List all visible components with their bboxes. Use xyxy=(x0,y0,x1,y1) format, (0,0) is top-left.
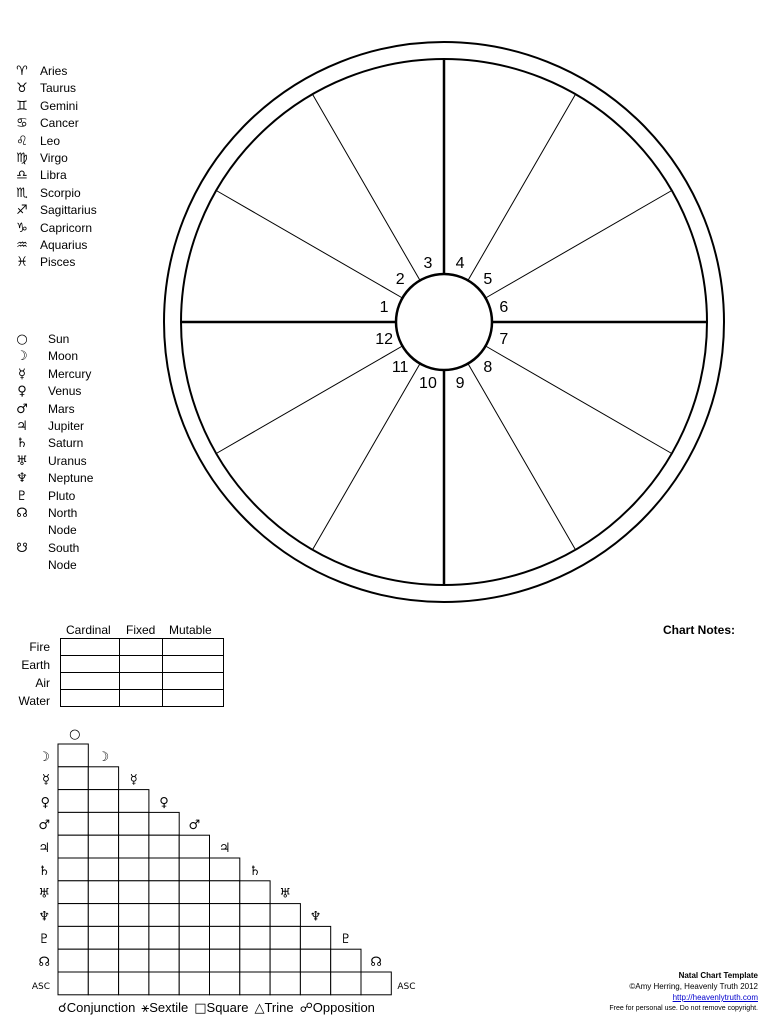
gemini-icon: ♊︎ xyxy=(16,98,28,114)
aspect-cell[interactable] xyxy=(179,972,209,995)
aspect-cell[interactable] xyxy=(88,790,118,813)
libra-icon: ♎︎ xyxy=(16,168,28,184)
sign-label: Sagittarius xyxy=(40,203,97,218)
aspect-cell[interactable] xyxy=(58,881,88,904)
aspect-cell[interactable] xyxy=(119,858,149,881)
aspect-cell[interactable] xyxy=(88,767,118,790)
elements-row-earth: Earth xyxy=(21,658,50,672)
elements-table xyxy=(60,638,224,707)
elements-header-fixed: Fixed xyxy=(126,623,156,637)
trine-icon: △ xyxy=(254,1001,265,1016)
cusp-line xyxy=(486,191,672,299)
neptune-icon: ♆︎ xyxy=(16,471,28,487)
sign-label: Leo xyxy=(40,133,61,148)
aspect-key-sextile xyxy=(141,1000,188,1015)
aspect-key-opposition xyxy=(300,1000,375,1015)
aspect-diagonal-label: ☿ xyxy=(129,772,138,788)
aspect-row-label: ☿ xyxy=(42,772,50,788)
house-number: 12 xyxy=(375,331,394,349)
elements-header-cardinal: Cardinal xyxy=(66,623,111,637)
aspect-cell[interactable] xyxy=(210,949,240,972)
house-number: 7 xyxy=(499,331,509,349)
house-number: 11 xyxy=(391,358,409,376)
footer-copyright: ©Amy Herring, Heavenly Truth 2012 xyxy=(629,982,758,991)
aspect-cell[interactable] xyxy=(58,904,88,927)
cusp-line xyxy=(468,364,576,550)
aspect-cell[interactable] xyxy=(58,835,88,858)
aspect-row-label: ♅ xyxy=(38,886,50,902)
center-circle xyxy=(396,274,492,370)
house-number: 5 xyxy=(483,271,493,289)
cusp-line xyxy=(216,191,402,299)
aspect-cell[interactable] xyxy=(119,949,149,972)
aspect-row-label: ♄ xyxy=(38,863,50,879)
aspect-cell[interactable] xyxy=(88,881,118,904)
sign-label: Gemini xyxy=(40,98,79,113)
aspect-cell[interactable] xyxy=(149,881,179,904)
aspect-cell[interactable] xyxy=(149,835,179,858)
aspect-cell[interactable] xyxy=(270,904,300,927)
pisces-icon: ♓︎ xyxy=(16,255,28,271)
aspect-cell[interactable] xyxy=(331,972,361,995)
elements-header-mutable: Mutable xyxy=(169,623,212,637)
aspect-cell[interactable] xyxy=(149,949,179,972)
sign-label: Aquarius xyxy=(40,238,88,252)
saturn-icon: ♄︎ xyxy=(16,436,28,452)
square-icon: □ xyxy=(194,1001,207,1016)
house-number: 9 xyxy=(455,374,465,392)
aspect-cell[interactable] xyxy=(270,949,300,972)
aspect-cell[interactable] xyxy=(88,926,118,949)
aspect-cell[interactable] xyxy=(240,881,270,904)
aspect-cell[interactable] xyxy=(179,881,209,904)
aspect-row-label: ☊ xyxy=(38,955,50,970)
aspect-diagonal-label: ☊ xyxy=(370,955,382,970)
elements-row-water: Water xyxy=(18,694,50,708)
aspect-cell[interactable] xyxy=(58,858,88,881)
aspect-cell[interactable] xyxy=(88,904,118,927)
sun-icon: ○ xyxy=(69,727,81,742)
elements-row-air: Air xyxy=(35,676,50,690)
sign-label: Virgo xyxy=(40,151,68,165)
aspect-cell[interactable] xyxy=(88,972,118,995)
aspect-cell[interactable] xyxy=(210,858,240,881)
opposition-icon: ☍ xyxy=(299,1001,313,1016)
aspect-diagonal-label: ♃ xyxy=(218,841,231,856)
cusp-line xyxy=(486,346,672,454)
aspect-key-label: Trine xyxy=(264,1000,294,1015)
planet-label: Saturn xyxy=(48,436,84,451)
capricorn-icon: ♑︎ xyxy=(16,220,28,236)
sign-label: Taurus xyxy=(40,81,77,96)
aspect-cell[interactable] xyxy=(210,972,240,995)
sign-label: Scorpio xyxy=(40,185,81,200)
aspect-cell[interactable] xyxy=(58,812,88,835)
aspect-cell[interactable] xyxy=(240,926,270,949)
aspect-cell[interactable] xyxy=(88,858,118,881)
aspect-cell[interactable] xyxy=(270,926,300,949)
aspect-key-trine xyxy=(254,1000,293,1015)
aries-icon: ♈︎ xyxy=(16,64,28,79)
aspect-grid xyxy=(0,720,440,1000)
sign-legend xyxy=(14,63,134,273)
aspect-diagonal-label: ♀ xyxy=(159,795,169,811)
planet-label: Jupiter xyxy=(48,419,85,433)
footer-notice: Free for personal use. Do not remove copyright. xyxy=(609,1005,758,1012)
cusp-line xyxy=(468,94,576,280)
aspect-diagonal-label: ♆ xyxy=(309,909,322,925)
aspect-key-label: Sextile xyxy=(149,1000,189,1015)
aspect-cell[interactable] xyxy=(149,972,179,995)
mercury-icon: ☿︎ xyxy=(18,366,26,382)
aspect-cell[interactable] xyxy=(149,904,179,927)
aspect-row-label: ♆ xyxy=(38,909,50,925)
planet-label: Sun xyxy=(48,332,70,346)
aspect-cell[interactable] xyxy=(88,835,118,858)
aspect-cell[interactable] xyxy=(119,904,149,927)
chart-wheel xyxy=(160,36,730,626)
aspect-cell[interactable] xyxy=(88,812,118,835)
leo-icon: ♌︎ xyxy=(16,133,28,149)
aspect-cell[interactable] xyxy=(361,972,391,995)
planet-legend xyxy=(14,331,134,576)
aspect-cell[interactable] xyxy=(88,949,118,972)
aspect-cell[interactable] xyxy=(119,835,149,858)
aspect-diagonal-label: ☽ xyxy=(97,749,110,765)
aspect-diagonal-label: ASC xyxy=(397,981,416,992)
scorpio-icon: ♏︎ xyxy=(16,185,28,201)
aspect-cell[interactable] xyxy=(179,835,209,858)
uranus-icon: ♅︎ xyxy=(16,453,28,469)
aspect-key-label: Opposition xyxy=(312,1000,375,1015)
aspect-cell[interactable] xyxy=(58,767,88,790)
mars-icon: ♂︎ xyxy=(16,401,28,417)
sign-label: Libra xyxy=(40,168,67,183)
sextile-icon: ⚹ xyxy=(141,1001,150,1016)
aspect-diagonal-label: ♇ xyxy=(340,932,352,948)
planet-label: North xyxy=(48,506,78,520)
aspect-cell[interactable] xyxy=(300,949,330,972)
aspect-diagonal-label: ♅ xyxy=(279,886,292,902)
aspect-cell[interactable] xyxy=(119,790,149,813)
aspect-cell[interactable] xyxy=(210,904,240,927)
planet-label: South xyxy=(48,541,80,555)
aspect-cell[interactable] xyxy=(119,926,149,949)
aspect-row-label: ASC xyxy=(31,981,50,992)
house-number: 10 xyxy=(419,374,437,392)
house-number: 1 xyxy=(379,298,389,316)
aspect-key-label: Square xyxy=(206,1000,249,1015)
aspect-row-label: ♃ xyxy=(38,841,50,856)
footer-link[interactable]: http://heavenlytruth.com xyxy=(672,993,758,1002)
aspect-cell[interactable] xyxy=(300,972,330,995)
aspect-cell[interactable] xyxy=(58,972,88,995)
planet-label-line2: Node xyxy=(48,558,77,572)
sign-label: Aries xyxy=(40,64,68,78)
planet-label: Uranus xyxy=(48,453,87,468)
aspect-row-label: ♇ xyxy=(38,932,50,948)
pluto-icon: ♇︎ xyxy=(16,488,28,504)
cusp-line xyxy=(313,94,421,280)
aspect-cell[interactable] xyxy=(119,881,149,904)
south-icon: ☋︎ xyxy=(16,541,28,556)
aspect-cell[interactable] xyxy=(210,926,240,949)
aspect-key-label: Conjunction xyxy=(66,1000,136,1015)
sun-icon: ○︎ xyxy=(16,332,28,347)
aspect-cell[interactable] xyxy=(149,858,179,881)
footer xyxy=(609,970,758,1014)
sign-label: Cancer xyxy=(40,116,79,131)
aspect-cell[interactable] xyxy=(58,744,88,767)
planet-label: Mercury xyxy=(48,366,92,381)
north-icon: ☊︎ xyxy=(16,506,28,521)
virgo-icon: ♍︎ xyxy=(16,151,28,166)
aspect-cell[interactable] xyxy=(179,858,209,881)
aspect-key-conjunction xyxy=(58,1000,135,1015)
aspect-cell[interactable] xyxy=(210,881,240,904)
aspect-cell[interactable] xyxy=(119,972,149,995)
sign-label: Pisces xyxy=(40,255,76,270)
aspect-cell[interactable] xyxy=(58,790,88,813)
house-number: 3 xyxy=(423,255,433,273)
elements-row-fire: Fire xyxy=(29,640,50,654)
cusp-line xyxy=(313,364,421,550)
planet-label: Pluto xyxy=(48,488,76,503)
aspect-diagonal-label: ♄ xyxy=(249,863,261,879)
jupiter-icon: ♃︎ xyxy=(16,419,28,434)
house-number: 8 xyxy=(483,358,493,376)
planet-label: Neptune xyxy=(48,471,94,486)
house-number: 2 xyxy=(395,271,405,289)
aspect-cell[interactable] xyxy=(179,926,209,949)
aspect-cell[interactable] xyxy=(58,949,88,972)
moon-icon: ☽︎ xyxy=(16,349,28,365)
planet-label: Mars xyxy=(48,401,75,416)
cusp-line xyxy=(216,346,402,454)
aspect-diagonal-label: ♂ xyxy=(188,818,201,834)
aspect-cell[interactable] xyxy=(270,972,300,995)
aspect-cell[interactable] xyxy=(331,949,361,972)
sign-label: Capricorn xyxy=(40,220,93,235)
aspect-cell[interactable] xyxy=(240,904,270,927)
aspect-cell[interactable] xyxy=(58,926,88,949)
aspect-cell[interactable] xyxy=(240,972,270,995)
cancer-icon: ♋︎ xyxy=(16,116,28,132)
conjunction-icon: ☌ xyxy=(58,1001,67,1016)
house-number: 6 xyxy=(499,298,509,316)
planet-label-line2: Node xyxy=(48,523,77,537)
aspect-row-label: ☽ xyxy=(38,749,50,765)
sagittarius-icon: ♐︎ xyxy=(16,203,28,219)
taurus-icon: ♉︎ xyxy=(16,81,28,97)
planet-label: Moon xyxy=(48,349,79,364)
venus-icon: ♀︎ xyxy=(17,384,27,400)
house-number: 4 xyxy=(455,255,465,273)
aspect-cell[interactable] xyxy=(179,949,209,972)
aspect-cell[interactable] xyxy=(300,926,330,949)
chart-notes-label: Chart Notes: xyxy=(663,623,736,637)
aspect-key-square xyxy=(194,1000,248,1015)
aspect-cell[interactable] xyxy=(179,904,209,927)
aspect-key xyxy=(58,1000,381,1016)
footer-title: Natal Chart Template xyxy=(678,971,758,980)
aspect-cell[interactable] xyxy=(149,926,179,949)
aspect-cell[interactable] xyxy=(149,812,179,835)
aspect-cell[interactable] xyxy=(119,812,149,835)
aquarius-icon: ♒︎ xyxy=(16,238,28,253)
aspect-row-label: ♂ xyxy=(38,818,50,834)
aspect-row-label: ♀ xyxy=(40,795,50,811)
aspect-cell[interactable] xyxy=(240,949,270,972)
planet-label: Venus xyxy=(48,384,82,399)
